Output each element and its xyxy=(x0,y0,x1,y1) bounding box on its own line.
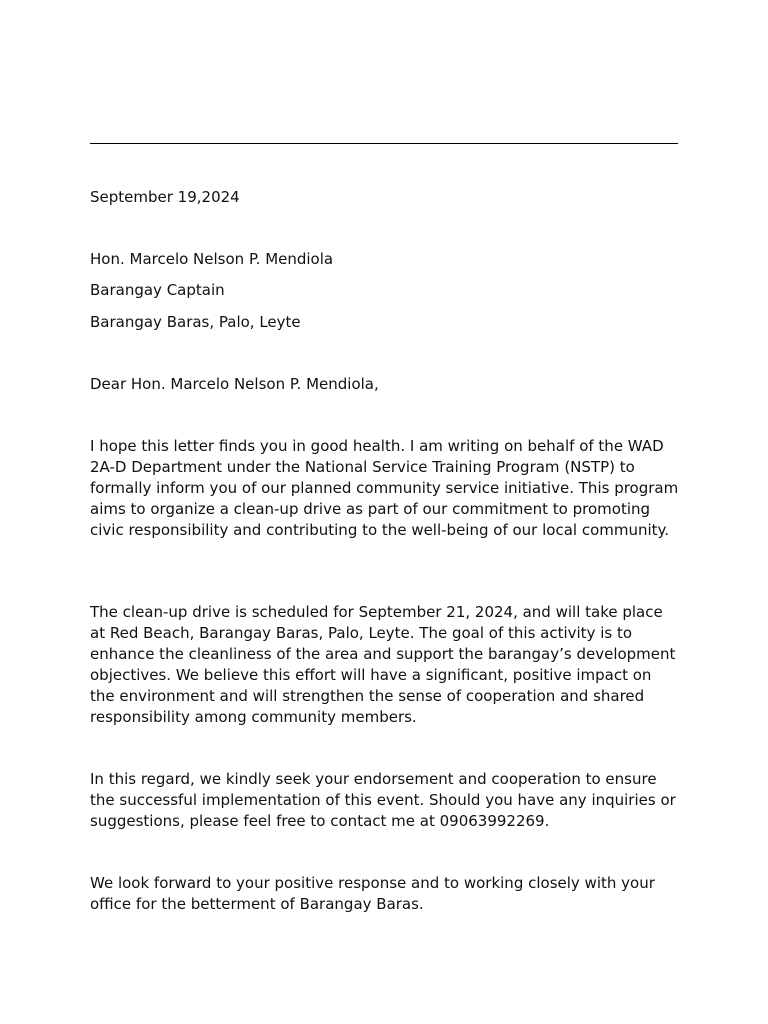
salutation: Dear Hon. Marcelo Nelson P. Mendiola, xyxy=(90,375,379,393)
body-paragraph-3: In this regard, we kindly seek your endorsement and cooperation to ensure the successful implementation of this event. Should you have any inquiries or suggestions, please feel free to contact me at 09063992269. xyxy=(90,770,676,830)
letter-date: September 19,2024 xyxy=(90,188,240,206)
body-paragraph-1: I hope this letter finds you in good health. I am writing on behalf of the WAD 2A-D Department under the National Service Training Program (NSTP) to formally inform you of our planned community service initiative. This program aims to organize a clean-up drive as part of our commitment to promoting civic responsibility and contributing to the well-being of our local community. xyxy=(90,437,679,539)
recipient-name: Hon. Marcelo Nelson P. Mendiola xyxy=(90,250,334,268)
body-paragraph-4: We look forward to your positive response and to working closely with your office for the betterment of Barangay Baras. xyxy=(90,874,655,913)
recipient-title: Barangay Captain xyxy=(90,281,225,299)
recipient-address: Barangay Baras, Palo, Leyte xyxy=(90,313,301,331)
header-divider xyxy=(90,143,678,144)
body-paragraph-2: The clean-up drive is scheduled for September 21, 2024, and will take place at Red Beach, Barangay Baras, Palo, Leyte. The goal of this activity is to enhance the cleanliness of the area and support the barangay’s development objectives. We believe this effort will have a significant, positive impact on the environment and will strengthen the sense of cooperation and shared responsibility among community members. xyxy=(90,603,676,726)
